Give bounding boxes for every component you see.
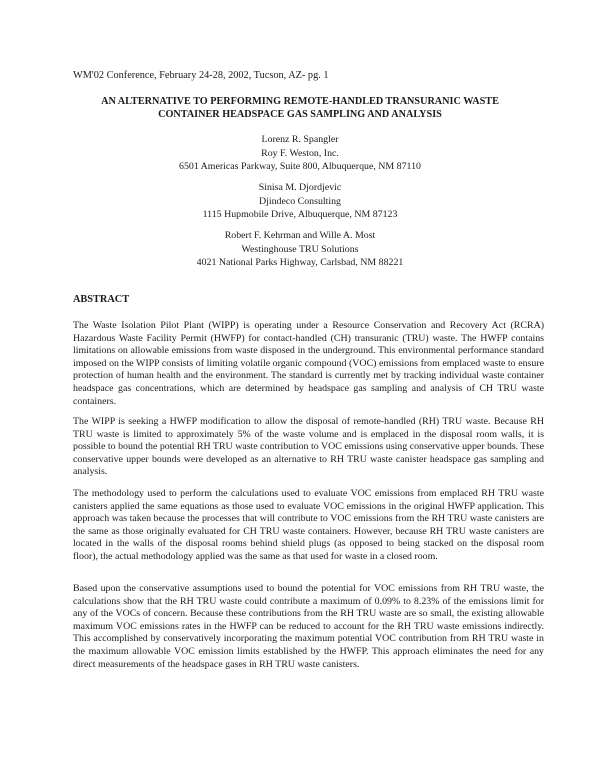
author-block-3 [60, 229, 540, 270]
author-address: 1115 Hupmobile Drive, Albuquerque, NM 87123 [202, 209, 398, 220]
author-name: Robert F. Kehrman and Wille A. Most [224, 230, 376, 241]
author-name: Sinisa M. Djordjevic [258, 182, 342, 193]
running-header: WM'02 Conference, February 24-28, 2002, Tucson, AZ- pg. 1 [73, 70, 329, 81]
abstract-paragraph: The Waste Isolation Pilot Plant (WIPP) is operating under a Resource Conservation and Recovery Act (RCRA) Hazardous Waste Facility Permit (HWFP) for contact-handled (CH) transuranic (TRU) waste. The HWFP contains limitations on allowable emissions from waste disposed in the underground. This environmental performance standard imposed on the WIPP consists of limiting volatile organic compound (VOC) emissions from emplaced waste to ensure protection of human health and the environment. The standard is currently met by tracking individual waste container headspace gas concentrations, which are determined by headspace gas sampling and analysis of CH TRU waste containers. [73, 320, 544, 407]
author-affiliation: Roy F. Weston, Inc. [261, 147, 339, 159]
paper-title-line-1: AN ALTERNATIVE TO PERFORMING REMOTE-HANDLED TRANSURANIC WASTE [101, 96, 499, 107]
author-block-2 [60, 181, 540, 222]
author-address: 6501 Americas Parkway, Suite 800, Albuquerque, NM 87110 [179, 161, 421, 172]
abstract-heading: ABSTRACT [73, 294, 130, 305]
abstract-paragraph: Based upon the conservative assumptions used to bound the potential for VOC emissions from RH TRU waste, the calculations show that the RH TRU waste could contribute a maximum of 0.09% to 8.23% of the emissions limit for any of the VOCs of concern. Because these contributions from the RH TRU waste are so small, the existing allowable maximum VOC emissions rates in the HWFP can be reduced to account for the RH TRU waste emissions indirectly. This accomplished by conservatively incorporating the maximum potential VOC contribution from RH TRU waste in the maximum allowable VOC emission limits established by the HWFP. This approach eliminates the need for any direct measurements of the headspace gases in RH TRU waste canisters. [73, 583, 544, 670]
abstract-paragraph: The WIPP is seeking a HWFP modification to allow the disposal of remote-handled (RH) TRU waste. Because RH TRU waste is limited to approximately 5% of the waste volume and is emplaced in the disposal room walls, it is possible to bound the potential RH TRU waste contribution to VOC emissions using conservative upper bounds. These conservative upper bounds were developed as an alternative to RH TRU waste canister headspace gas sampling and analysis. [73, 416, 544, 478]
abstract-paragraph: The methodology used to perform the calculations used to evaluate VOC emissions from emplaced RH TRU waste canisters applied the same equations as those used to evaluate VOC emissions in the original HWFP application. This approach was taken because the processes that will contribute to VOC emissions from the RH TRU waste canisters are the same as those originally evaluated for CH TRU waste containers. However, because RH TRU waste canisters are located in the walls of the disposal rooms behind shield plugs (as opposed to being stacked on the disposal room floor), the actual methodology applied was the same as that used for waste in a closed room. [73, 488, 544, 562]
author-block-1 [60, 133, 540, 174]
author-name: Lorenz R. Spangler [261, 134, 339, 145]
author-affiliation: Westinghouse TRU Solutions [241, 243, 359, 255]
paper-title-line-2: CONTAINER HEADSPACE GAS SAMPLING AND ANALYSIS [158, 109, 442, 120]
author-affiliation: Djindeco Consulting [258, 195, 341, 207]
author-address: 4021 National Parks Highway, Carlsbad, NM 88221 [196, 257, 404, 268]
